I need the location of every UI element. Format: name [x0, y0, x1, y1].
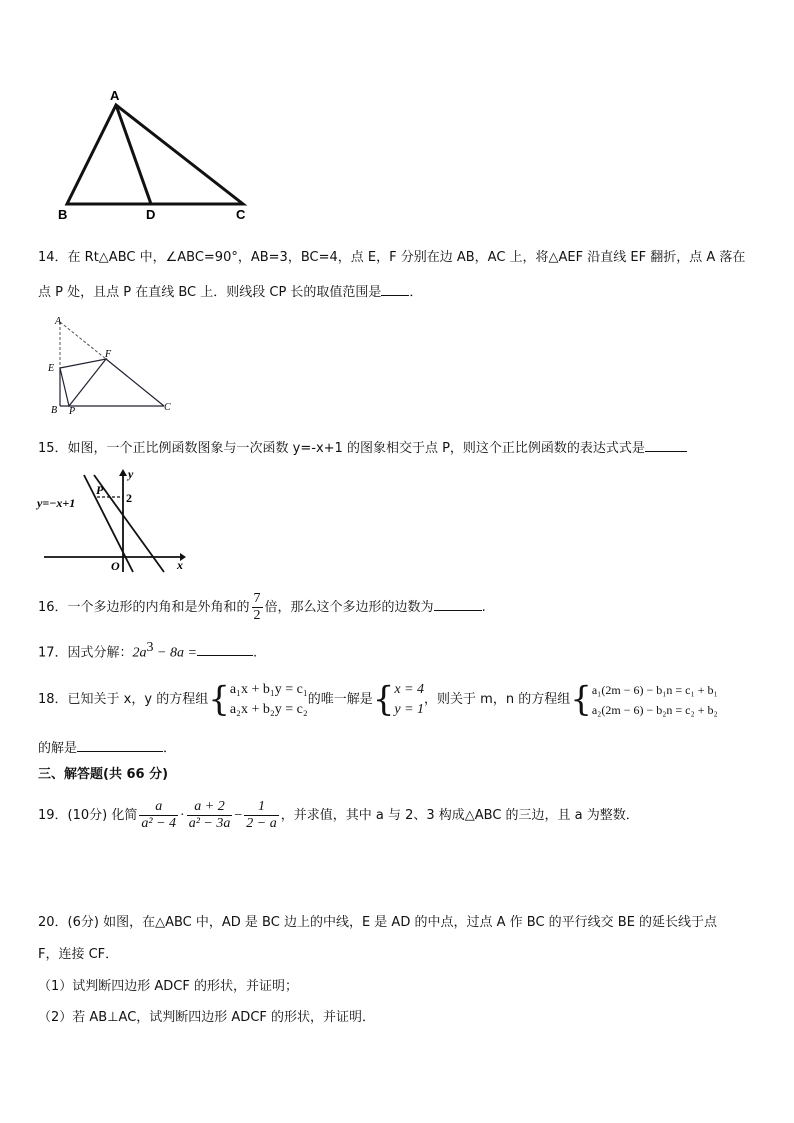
q18-line2-text: 的解是: [38, 741, 78, 756]
axis-y-label: y: [128, 467, 134, 481]
q16-frac-num: 7: [253, 591, 261, 606]
label-b: B: [51, 405, 58, 416]
q20-part1: （1）试判断四边形 ADCF 的形状，并证明；: [38, 979, 298, 994]
q18-system-2: [394, 680, 424, 720]
q18-line1: [38, 676, 718, 724]
q20-line2: F，连接 CF．: [38, 947, 119, 962]
q19-f3-num: 1: [244, 799, 278, 816]
q14-line2-text: 点 P 处，且点 P 在直线 BC 上．则线段 CP 长的取值范围是: [38, 285, 382, 300]
q18-mid2: ，则关于 m，n 的方程组: [424, 692, 571, 707]
q14-line1: 14．在 Rt△ABC 中，∠ABC=90°，AB=3，BC=4，点 E，F 分别在边 AB，AC 上，将△AEF 沿直线 EF 翻折，点 A 落在: [38, 250, 746, 265]
tick-2-label: 2: [126, 491, 132, 505]
triangle-figure-13: [50, 85, 260, 225]
q19-dot: ·: [180, 808, 185, 823]
q17-answer-blank[interactable]: [197, 641, 253, 656]
fold-figure-14: [40, 312, 180, 418]
point-p-label: P: [96, 483, 104, 497]
q16-pre: 16．一个多边形的内角和是外角和的: [38, 600, 250, 615]
q16-end: .: [481, 600, 486, 615]
label-d: D: [146, 207, 156, 222]
q18-sys3-eq2: a₂(2m − 6) − b₂n = c₂ + b₂: [591, 702, 718, 717]
q17-end: .: [252, 645, 258, 661]
triangle-abc: [67, 105, 243, 204]
section-heading: 三、解答题(共 66 分): [38, 767, 169, 782]
q15-text: 15．如图，一个正比例函数图象与一次函数 y=-x+1 的图象相交于点 P，则这个正比例函数的表达式式是: [38, 441, 645, 456]
q18-sys3-eq1: a₁(2m − 6) − b₁n = c₁ + b₁: [591, 682, 718, 697]
q18-answer-blank[interactable]: [77, 737, 163, 752]
q18-sys2-eq2: y = 1: [394, 701, 425, 717]
q18-pre: 18．已知关于 x，y 的方程组: [38, 692, 209, 707]
label-b: B: [58, 207, 68, 222]
q19-f1-den: a² − 4: [141, 816, 177, 831]
q18-sys1-eq2: a₂x + b₂y = c₂: [229, 701, 308, 717]
q20-line1: 20．(6分) 如图，在△ABC 中，AD 是 BC 边上的中线，E 是 AD 的中点，过点 A 作 BC 的平行线交 BE 的延长线于点: [38, 915, 718, 930]
q19-f1-num: a: [139, 799, 178, 816]
origin-label: O: [111, 559, 120, 573]
q19-pre: 19．(10分) 化简: [38, 808, 138, 823]
q20-part2: （2）若 AB⊥AC，试判断四边形 ADCF 的形状，并证明．: [38, 1010, 376, 1025]
q17-expr-a: 2a: [132, 645, 147, 661]
q18-sys2-eq1: x = 4: [394, 681, 425, 697]
q19-line: [38, 796, 639, 836]
q15-line: [38, 437, 687, 459]
q19-f3-den: 2 − a: [246, 816, 277, 831]
q16-answer-blank[interactable]: [434, 596, 482, 611]
q17-expr-b: − 8a =: [153, 645, 197, 661]
q19-post: ，并求值，其中 a 与 2、3 构成△ABC 的三边，且 a 为整数．: [280, 808, 639, 823]
axis-x-label: x: [177, 558, 183, 572]
brace-3: {: [570, 679, 592, 720]
label-f: F: [105, 349, 112, 360]
label-a: A: [110, 88, 120, 103]
q17-exp: 3: [146, 640, 154, 655]
label-a: A: [55, 316, 62, 327]
q19-fraction-3: [244, 799, 278, 832]
q16-post: 倍，那么这个多边形的边数为: [264, 600, 434, 615]
q18-line2: [38, 737, 176, 759]
line-equation-label: y=−x+1: [37, 496, 76, 510]
q19-fraction-1: [139, 799, 178, 832]
brace-2: {: [372, 679, 395, 720]
q17-pre: 17．因式分解：: [38, 645, 133, 661]
q16-line: [38, 588, 486, 628]
label-p: P: [69, 406, 76, 417]
q18-end: ．: [163, 741, 177, 756]
q18-sys1-eq1: a₁x + b₁y = c₁: [229, 681, 308, 697]
q19-minus: −: [234, 808, 243, 823]
q18-mid: 的唯一解是: [307, 692, 373, 707]
q18-system-1: [230, 680, 308, 720]
q14-line2: [38, 281, 422, 303]
q16-fraction: [252, 591, 263, 624]
label-c: C: [236, 207, 246, 222]
brace-1: {: [208, 679, 230, 720]
q19-f2-den: a² − 3a: [188, 816, 231, 831]
q19-f2-num: a + 2: [187, 799, 233, 816]
q14-answer-blank[interactable]: [381, 281, 409, 296]
q17-line: [38, 638, 257, 663]
label-c: C: [164, 402, 171, 413]
q15-answer-blank[interactable]: [645, 437, 687, 452]
label-e: E: [48, 363, 55, 374]
q19-fraction-2: [187, 799, 233, 832]
q16-frac-den: 2: [253, 608, 261, 623]
function-graph-15: [34, 466, 194, 578]
q14-end: ．: [409, 285, 423, 300]
q18-system-3: [592, 680, 718, 720]
